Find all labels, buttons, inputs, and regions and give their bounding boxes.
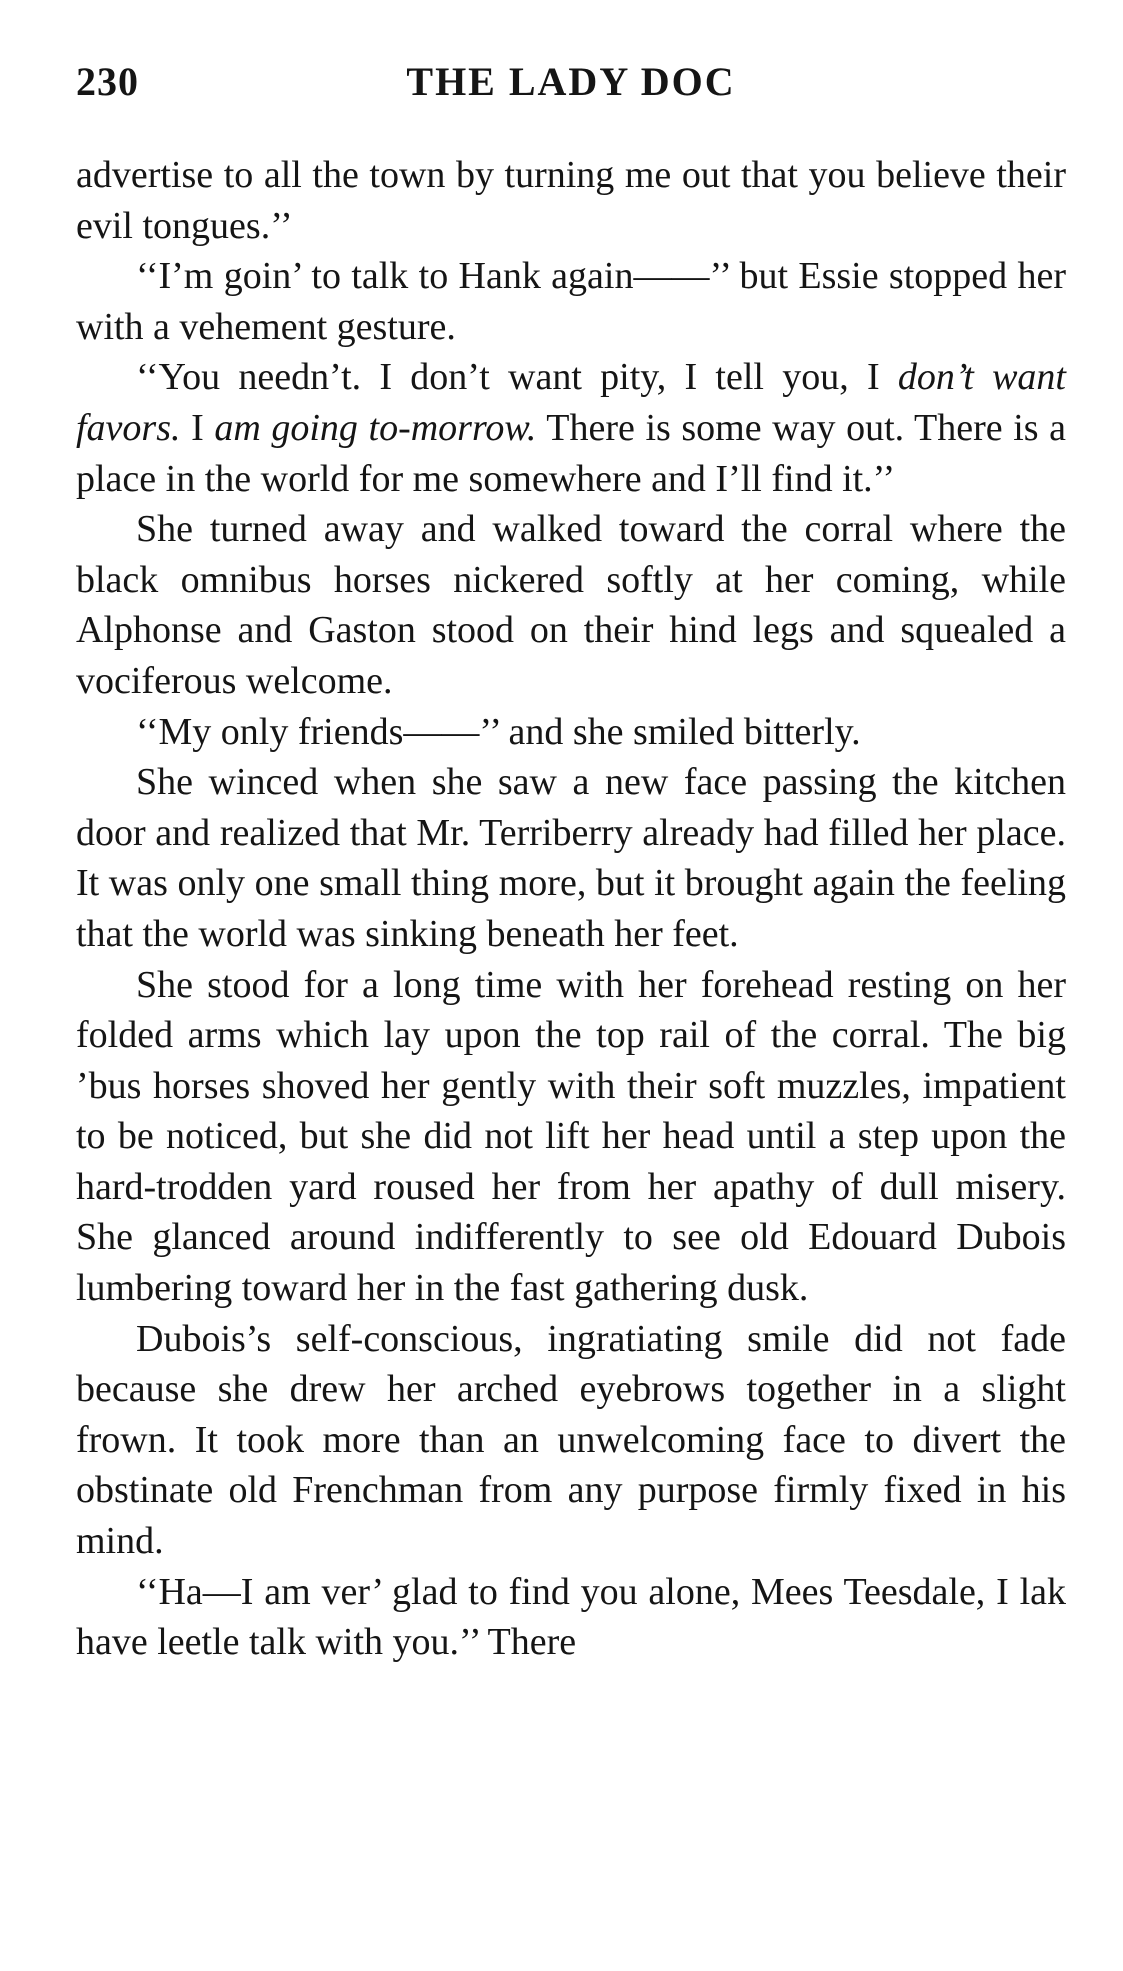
italic-text: to-morrow. [368, 406, 537, 449]
paragraph-text: advertise to all the town by turning me out that you believe their evil tongues.’’ [76, 154, 1066, 247]
paragraph-text: ‘‘You needn’t. I don’t want pity, I tell you, I [136, 356, 898, 399]
paragraph-text: There is some way out. There is a place in the world for me somewhere and I’ll find it.’’ [76, 406, 1067, 500]
body-text [76, 150, 1066, 1668]
paragraph-text: She winced when she saw a new face passing the kitchen door and realized that Mr. Terriberry already had filled her place. It was only one small thing more, but it brought again the feeling that the world was sinking beneath her feet. [76, 761, 1066, 955]
paragraph-text: ‘‘I’m goin’ to talk to Hank again——’’ but Essie stopped her with a vehement gesture. [76, 255, 1066, 348]
paragraph [76, 1314, 1066, 1567]
paragraph [76, 960, 1066, 1314]
paragraph-text [358, 407, 369, 449]
paragraph [76, 504, 1066, 706]
paragraph-text: ‘‘My only friends——’’ and she smiled bitterly. [136, 710, 861, 753]
paragraph-text: Dubois’s self-conscious, ingratiating smile did not fade because she drew her arched eyebrows together in a slight frown. It took more than an unwelcoming face to divert the obstinate old Frenchman from any purpose firmly fixed in his mind. [76, 1317, 1066, 1563]
paragraph [76, 707, 1066, 758]
paragraph [76, 352, 1066, 504]
paragraph [76, 251, 1066, 352]
italic-text: am going [214, 406, 358, 449]
paragraph-text: ‘‘Ha—I am ver’ glad to find you alone, Mees Teesdale, I lak have leetle talk with you.’’ There [76, 1570, 1066, 1664]
paragraph [76, 1567, 1066, 1668]
book-title: THE LADY DOC [406, 59, 736, 104]
paragraph [76, 150, 1066, 251]
italic-text: don’t want favors. [76, 356, 1066, 449]
page-number: 230 [76, 59, 139, 104]
paragraph [76, 757, 1066, 959]
paragraph-text: She turned away and walked toward the corral where the black omnibus horses nickered softly at her coming, while Alphonse and Gaston stood on their hind legs and squealed a vociferous welcome. [76, 508, 1066, 702]
running-head [76, 58, 1066, 112]
paragraph-text: I [180, 406, 215, 449]
paragraph-text: She stood for a long time with her forehead resting on her folded arms which lay upon the top rail of the corral. The big ’bus horses shoved her gently with their soft muzzles, impatient to be noticed, but she did not lift her head until a step upon the hard-trodden yard roused her from her apathy of dull misery. She glanced around indifferently to see old Edouard Dubois lumbering toward her in the fast gathering dusk. [76, 963, 1066, 1310]
